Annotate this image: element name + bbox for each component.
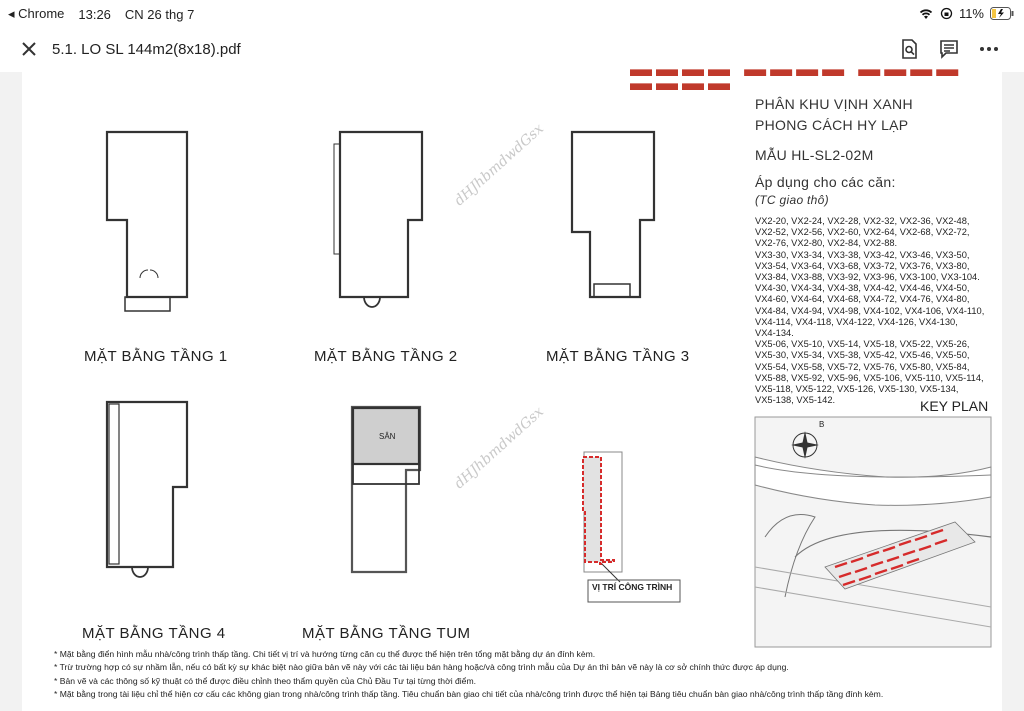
unit-codes-line: VX4-134. [755, 328, 794, 339]
model-name: MẪU HL-SL2-02M [755, 147, 874, 163]
unit-codes-list [755, 216, 1000, 406]
unit-codes-line: VX3-30, VX3-34, VX3-38, VX3-42, VX3-46, VX3-50, [755, 249, 970, 260]
floor-1-label: MẶT BẰNG TẦNG 1 [84, 348, 228, 365]
unit-codes-line: VX4-60, VX4-64, VX4-68, VX4-72, VX4-76, VX4-80, [755, 294, 970, 305]
note-line: * Mặt bằng điển hình mẫu nhà/công trình thấp tầng. Chi tiết vị trí và hướng từng căn cụ thể được thể hiện trên tổng mặt bằng dự án đính kèm. [54, 649, 596, 659]
unit-codes-line: VX5-54, VX5-58, VX5-72, VX5-76, VX5-80, VX5-84, [755, 361, 970, 372]
orientation-lock-icon [940, 7, 953, 20]
unit-codes-line: VX3-54, VX3-64, VX3-68, VX3-72, VX3-76, VX3-80, [755, 260, 970, 271]
document-title: 5.1. LO SL 144m2(8x18).pdf [52, 41, 241, 58]
unit-codes-line: VX4-84, VX4-94, VX4-98, VX4-102, VX4-106, VX4-110, [755, 305, 985, 316]
note-line: * Bản vẽ và các thông số kỹ thuật có thể được điều chỉnh theo thẩm quyền của Chủ Đầu Tư tại từng thời điểm. [54, 675, 477, 686]
close-icon[interactable] [20, 40, 38, 58]
floor-3-plan [572, 132, 654, 297]
tum-floor-label: MẶT BẰNG TẦNG TUM [302, 625, 471, 642]
unit-codes-line: VX5-06, VX5-10, VX5-14, VX5-18, VX5-22, VX5-26, [755, 339, 970, 350]
more-icon[interactable] [978, 38, 1000, 60]
unit-codes-line: VX4-114, VX4-118, VX4-122, VX4-126, VX4-130, [755, 316, 958, 327]
applies-to-heading: Áp dụng cho các căn: [755, 174, 896, 190]
unit-codes-line: VX5-88, VX5-92, VX5-96, VX5-106, VX5-110, VX5-114, [755, 372, 984, 383]
notes [54, 648, 994, 701]
floor-2-label: MẶT BẰNG TẦNG 2 [314, 348, 458, 365]
unit-codes-line: VX2-20, VX2-24, VX2-28, VX2-32, VX2-36, VX2-48, [755, 216, 970, 226]
style-name: PHONG CÁCH HY LẠP [755, 117, 909, 133]
location-highlight [583, 457, 614, 564]
key-plan-title: KEY PLAN [920, 398, 989, 414]
wifi-icon [918, 7, 934, 20]
district-name: PHÂN KHU VỊNH XANH [755, 96, 913, 112]
pdf-page [22, 56, 1002, 711]
key-plan-north-label: B [819, 420, 825, 429]
watermark: dHJhbmdwdGsx [451, 120, 547, 210]
applies-note: (TC giao thô) [755, 193, 829, 207]
unit-codes-line: VX5-30, VX5-34, VX5-38, VX5-42, VX5-46, VX5-50, [755, 350, 970, 361]
status-bar [0, 0, 1024, 28]
watermark: dHJhbmdwdGsx [451, 403, 547, 493]
floor-4-label: MẶT BẰNG TẦNG 4 [82, 625, 226, 642]
date: CN 26 thg 7 [124, 6, 195, 22]
unit-codes-line: VX3-84, VX3-88, VX3-92, VX3-96, VX3-100, VX3-104. [755, 272, 980, 283]
unit-codes-line: VX5-138, VX5-142. [755, 395, 836, 406]
unit-codes-line: VX5-118, VX5-122, VX5-126, VX5-130, VX5-134, [755, 384, 959, 395]
floor-1-plan [107, 132, 187, 297]
clock: 13:26 [78, 6, 111, 22]
unit-codes-line: VX2-52, VX2-56, VX2-60, VX2-64, VX2-68, VX2-72, [755, 227, 970, 238]
battery-percent: 11% [958, 6, 984, 21]
unit-codes-line: VX2-76, VX2-80, VX2-84, VX2-88. [755, 238, 898, 249]
location-label: VỊ TRÍ CÔNG TRÌNH [592, 582, 673, 592]
unit-codes-line: VX4-30, VX4-34, VX4-38, VX4-42, VX4-46, VX4-50, [755, 283, 970, 294]
key-plan-map [755, 417, 991, 647]
terrace-label: SÂN [379, 432, 396, 441]
cropped-header-graphic: ▬▬▬▬ ▬▬▬▬ ▬▬▬▬ ▬▬▬▬ [630, 56, 963, 95]
floor-2-plan [340, 132, 422, 297]
back-to-app-link[interactable]: ◂ Chrome [8, 6, 65, 21]
note-line: * Trừ trường hợp có sự nhầm lẫn, nếu có bất kỳ sự khác biệt nào giữa bản vẽ này với các tài liệu bán hàng hoặc/và công trình mẫu của Dự án thì bản vẽ này là cơ sở chính thức được áp dụng. [54, 662, 789, 673]
note-line: * Mặt bằng trong tài liệu chỉ thể hiện cơ cấu các không gian trong nhà/công trình thấp tầng. Tiêu chuẩn bàn giao chi tiết của nhà/công trình được thể hiện tại Bảng tiêu chuẩn bàn giao nhà/công trình thấp tầng đính kèm. [54, 688, 884, 699]
floor-3-label: MẶT BẰNG TẦNG 3 [546, 348, 690, 365]
battery-icon [990, 7, 1014, 20]
